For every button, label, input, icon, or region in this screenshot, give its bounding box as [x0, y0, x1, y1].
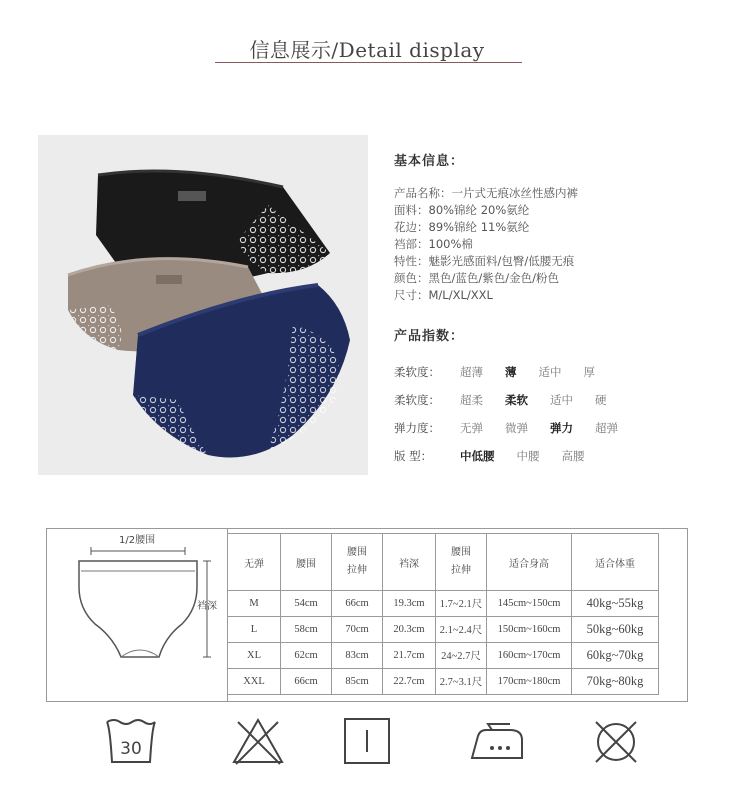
wash-temp-label: 30	[120, 739, 142, 759]
size-diagram	[47, 529, 228, 701]
table-row	[228, 617, 659, 643]
basic-info-heading: 基本信息：	[394, 154, 465, 169]
header-cell: 适合体重	[572, 534, 659, 591]
index-option: 高腰	[561, 449, 585, 463]
table-row	[228, 669, 659, 695]
header-cell: 腰围	[281, 534, 332, 591]
index-option-selected: 中低腰	[460, 449, 495, 463]
table-row	[228, 591, 659, 617]
size-table	[227, 533, 659, 695]
info-fabric: 面料：80%锦纶 20%氨纶	[394, 203, 530, 217]
basic-info	[394, 150, 714, 304]
table-cell: 160cm~170cm	[487, 643, 572, 669]
table-cell: 19.3cm	[383, 591, 436, 617]
header-cell: 无弹	[228, 534, 281, 591]
table-cell: 58cm	[281, 617, 332, 643]
index-option-selected: 柔软	[505, 393, 528, 407]
info-features: 特性：魅影光感面料/包臀/低腰无痕	[394, 254, 575, 268]
index-option: 中腰	[516, 449, 540, 463]
index-label: 弹力度：	[394, 421, 440, 435]
info-colors: 颜色：黑色/蓝色/紫色/金色/粉色	[394, 271, 559, 285]
table-cell: 54cm	[281, 591, 332, 617]
table-cell: L	[228, 617, 281, 643]
index-option: 适中	[550, 393, 573, 407]
index-row	[394, 358, 714, 386]
index-label: 柔软度：	[394, 393, 440, 407]
table-cell: XXL	[228, 669, 281, 695]
index-option-selected: 薄	[505, 365, 517, 379]
table-cell: 24~2.7尺	[436, 643, 487, 669]
table-cell: 62cm	[281, 643, 332, 669]
index-option: 硬	[595, 393, 607, 407]
index-label: 柔软度：	[394, 365, 440, 379]
table-cell: 170cm~180cm	[487, 669, 572, 695]
index-option: 微弹	[505, 421, 528, 435]
index-row	[394, 414, 714, 442]
brief-outline	[79, 561, 197, 657]
table-cell: 70kg~80kg	[572, 669, 659, 695]
title-underline	[215, 62, 522, 63]
index-option: 超薄	[460, 365, 483, 379]
table-cell: 2.1~2.4尺	[436, 617, 487, 643]
table-cell: 21.7cm	[383, 643, 436, 669]
size-table-header	[228, 534, 659, 591]
waist-label: 1/2腰围	[119, 535, 156, 546]
table-cell: 22.7cm	[383, 669, 436, 695]
tumble-dry-icon	[342, 716, 392, 772]
no-bleach-icon	[230, 716, 286, 772]
table-cell: 83cm	[332, 643, 383, 669]
header-cell: 腰围 拉伸	[332, 534, 383, 591]
product-indices	[394, 325, 714, 470]
info-sizes: 尺寸：M/L/XL/XXL	[394, 288, 493, 302]
table-cell: 20.3cm	[383, 617, 436, 643]
table-cell: 50kg~60kg	[572, 617, 659, 643]
index-row	[394, 386, 714, 414]
index-option: 适中	[538, 365, 562, 379]
table-cell: 2.7~3.1尺	[436, 669, 487, 695]
wash-30-icon	[104, 716, 158, 772]
product-illustration	[38, 135, 368, 475]
table-cell: 145cm~150cm	[487, 591, 572, 617]
table-cell: 66cm	[281, 669, 332, 695]
index-option: 超弹	[595, 421, 618, 435]
table-cell: 85cm	[332, 669, 383, 695]
index-option: 超柔	[460, 393, 483, 407]
section-header	[0, 34, 734, 65]
header-cell: 适合身高	[487, 534, 572, 591]
table-cell: 150cm~160cm	[487, 617, 572, 643]
iron-icon	[466, 716, 528, 772]
section-title: 信息展示/Detail display	[249, 38, 485, 62]
index-row	[394, 442, 714, 470]
table-cell: M	[228, 591, 281, 617]
index-label: 版 型：	[394, 449, 433, 463]
info-product-name: 产品名称：一片式无痕冰丝性感内裤	[394, 186, 578, 200]
table-cell: 66cm	[332, 591, 383, 617]
indices-heading: 产品指数：	[394, 329, 465, 344]
header-cell: 裆深	[383, 534, 436, 591]
index-option-selected: 弹力	[550, 421, 573, 435]
index-option: 厚	[583, 365, 595, 379]
no-dry-clean-icon	[590, 716, 642, 772]
table-cell: 60kg~70kg	[572, 643, 659, 669]
product-photo	[38, 135, 368, 475]
header-cell: 腰围 拉伸	[436, 534, 487, 591]
table-cell: 70cm	[332, 617, 383, 643]
index-option: 无弹	[460, 421, 483, 435]
rise-label: 裆深	[197, 601, 217, 612]
table-cell: 40kg~55kg	[572, 591, 659, 617]
table-cell: 1.7~2.1尺	[436, 591, 487, 617]
info-crotch: 裆部：100%棉	[394, 237, 473, 251]
info-lace: 花边：89%锦纶 11%氨纶	[394, 220, 530, 234]
table-cell: XL	[228, 643, 281, 669]
table-row	[228, 643, 659, 669]
